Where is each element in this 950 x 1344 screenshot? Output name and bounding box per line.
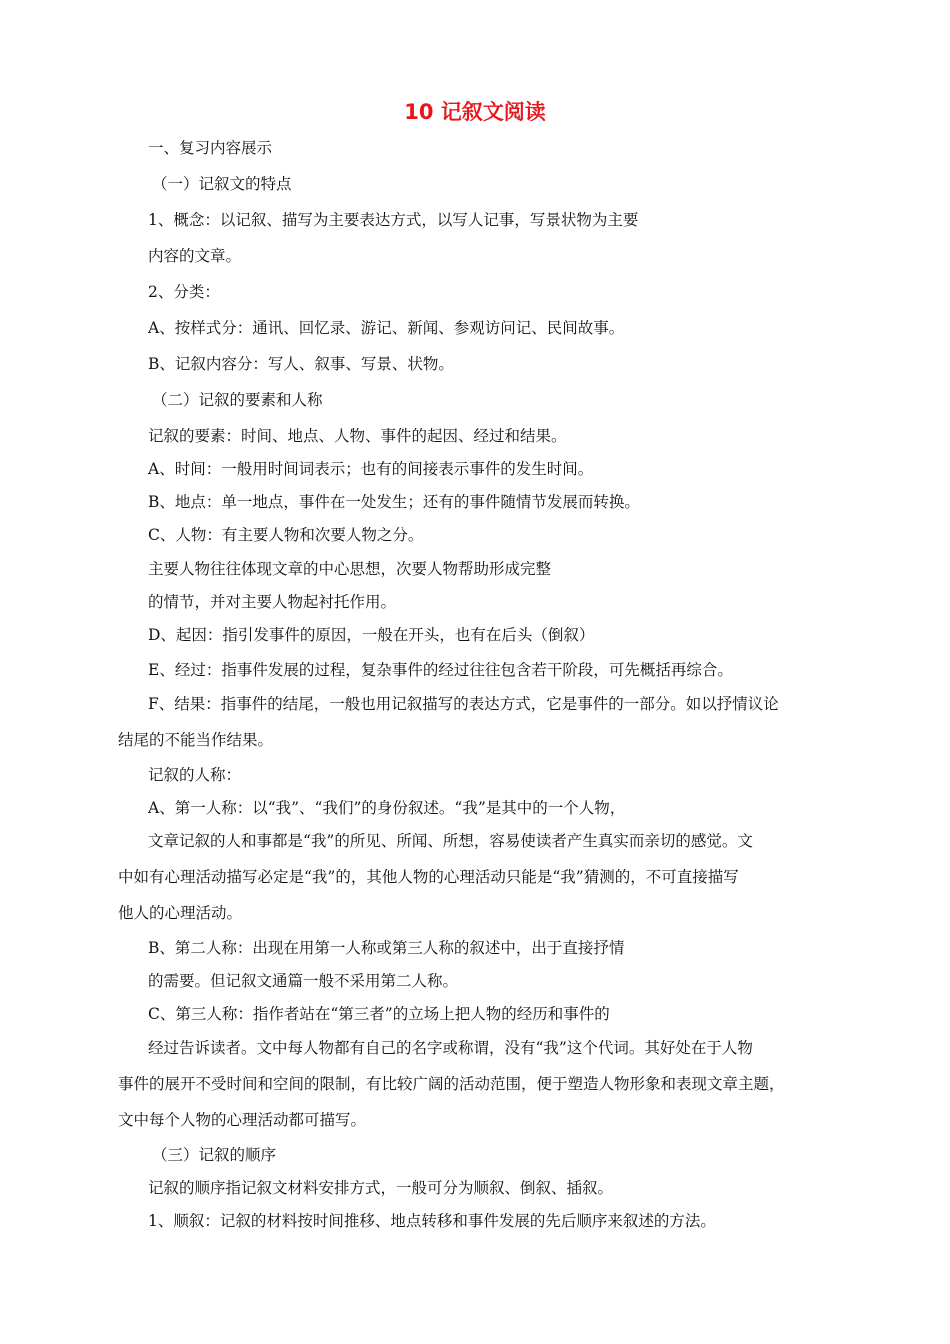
- text-line: 他人的心理活动。: [118, 904, 243, 922]
- text-line: C、第三人称：指作者站在“第三者”的立场上把人物的经历和事件的: [148, 1005, 610, 1023]
- text-line: A、按样式分：通讯、回忆录、游记、新闻、参观访问记、民间故事。: [148, 319, 625, 337]
- text-line: 记叙的要素：时间、地点、人物、事件的起因、经过和结果。: [148, 427, 567, 445]
- text-line: E、经过：指事件发展的过程，复杂事件的经过往往包含若干阶段，可先概括再综合。: [148, 661, 733, 679]
- text-line: B、地点：单一地点，事件在一处发生；还有的事件随情节发展而转换。: [148, 493, 640, 511]
- text-line: 1、概念：以记叙、描写为主要表达方式，以写人记事，写景状物为主要: [148, 211, 639, 229]
- text-line: 主要人物往往体现文章的中心思想，次要人物帮助形成完整: [148, 560, 552, 578]
- text-line: （三）记叙的顺序: [152, 1146, 277, 1164]
- text-line: B、记叙内容分：写人、叙事、写景、状物。: [148, 355, 454, 373]
- text-line: （一）记叙文的特点: [152, 175, 292, 193]
- text-line: （二）记叙的要素和人称: [152, 391, 323, 409]
- page-title: 10 记叙文阅读: [404, 100, 546, 124]
- text-line: 文章记叙的人和事都是“我”的所见、所闻、所想，容易使读者产生真实而亲切的感觉。文: [148, 832, 753, 850]
- text-line: F、结果：指事件的结尾，一般也用记叙描写的表达方式，它是事件的一部分。如以抒情议论: [148, 695, 779, 713]
- text-line: A、第一人称：以“我”、“我们”的身份叙述。“我”是其中的一个人物，: [148, 799, 626, 817]
- text-line: 记叙的人称：: [148, 766, 242, 784]
- text-line: C、人物：有主要人物和次要人物之分。: [148, 526, 424, 544]
- text-line: 内容的文章。: [148, 247, 242, 265]
- text-line: 的情节，并对主要人物起衬托作用。: [148, 593, 397, 611]
- text-line: 结尾的不能当作结果。: [118, 731, 274, 749]
- text-line: B、第二人称：出现在用第一人称或第三人称的叙述中，出于直接抒情: [148, 939, 625, 957]
- text-line: 中如有心理活动描写必定是“我”的，其他人物的心理活动只能是“我”猜测的，不可直接描写: [118, 868, 739, 886]
- text-line: 一、复习内容展示: [148, 139, 273, 157]
- text-line: A、时间：一般用时间词表示；也有的间接表示事件的发生时间。: [148, 460, 594, 478]
- text-line: 事件的展开不受时间和空间的限制，有比较广阔的活动范围，便于塑造人物形象和表现文章主题，: [118, 1075, 785, 1093]
- text-line: 2、分类：: [148, 283, 220, 301]
- text-line: 的需要。但记叙文通篇一般不采用第二人称。: [148, 972, 459, 990]
- text-line: 经过告诉读者。文中每人物都有自己的名字或称谓，没有“我”这个代词。其好处在于人物: [148, 1039, 753, 1057]
- text-line: D、起因：指引发事件的原因，一般在开头，也有在后头（倒叙）: [148, 626, 595, 644]
- text-line: 文中每个人物的心理活动都可描写。: [118, 1111, 367, 1129]
- text-line: 记叙的顺序指记叙文材料安排方式，一般可分为顺叙、倒叙、插叙。: [148, 1179, 614, 1197]
- text-line: 1、顺叙：记叙的材料按时间推移、地点转移和事件发展的先后顺序来叙述的方法。: [148, 1212, 716, 1230]
